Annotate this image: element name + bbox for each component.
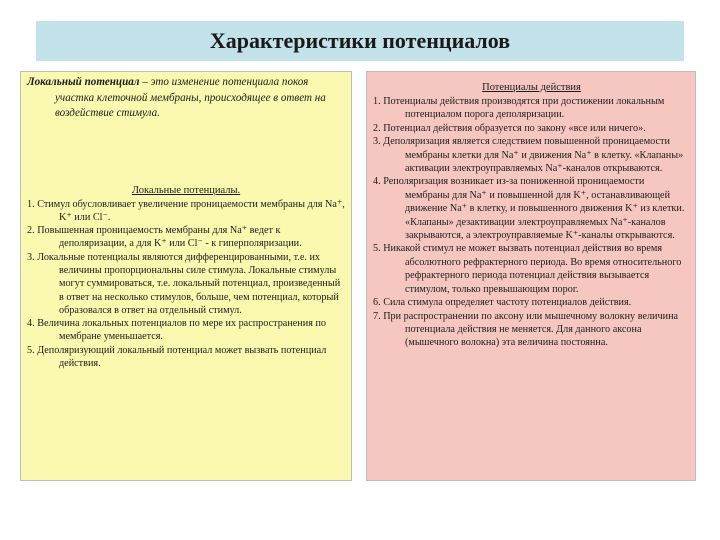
action-potential-panel	[366, 71, 696, 481]
list-item: 7. При распространении по аксону или мышечному волокну величина потенциала действия не меняется. Для данного аксона (мышечного волокна) эта величина постоянна.	[373, 310, 679, 349]
list-item: 4. Величина локальных потенциалов по мере их распространения по мембране уменьшается.	[27, 318, 326, 343]
definition-term: Локальный потенциал	[27, 76, 140, 88]
list-item: 5. Никакой стимул не может вызвать потенциал действия во время абсолютного рефрактерного периода. Во время относительного рефрактерного периода потенциал действия вызывается стимулом, только превышающим порог.	[373, 243, 682, 295]
list-item: 2. Потенциал действия образуется по закону «все или ничего».	[373, 122, 646, 134]
list-item: 6. Сила стимула определяет частоту потенциалов действия.	[373, 297, 632, 309]
list-item: 1. Стимул обусловливает увеличение проницаемости мембраны для Na⁺, K⁺ или Cl⁻.	[27, 198, 345, 223]
local-potential-definition	[27, 75, 345, 122]
page-title: Характеристики потенциалов	[209, 28, 511, 53]
local-potentials-list	[27, 198, 345, 371]
action-potentials-heading: Потенциалы действия	[482, 82, 581, 93]
local-potentials-heading: Локальные потенциалы.	[131, 184, 241, 196]
list-item: 3. Локальные потенциалы являются дифференцированными, т.е. их величины пропорциональны силе стимула. Локальные стимулы могут суммироваться, т.е. локальный потенциал, произведенный в ответ на несколько стимулов, больше, чем потенциал, который образовался в ответ на отдельный стимул.	[27, 251, 341, 316]
local-potential-panel	[20, 71, 352, 481]
list-item: 4. Реполяризация возникает из-за пониженной проницаемости мембраны для Na⁺ и повышенной для K⁺, останавливающей движение Na⁺ в клетку, и повышенного движения K⁺ из клетки. «Клапаны» дезактивации электроуправляемых Na⁺-каналов закрываются, а электроуправляемые K⁺-каналы открываются.	[373, 176, 685, 242]
title-banner	[36, 21, 684, 61]
list-item: 5. Деполяризующий локальный потенциал может вызвать потенциал действия.	[27, 344, 327, 370]
action-potentials-list	[373, 95, 690, 350]
definition-text: – это изменение потенциала покоя участка клеточной мембраны, происходящее в ответ на воздействие стимула.	[55, 76, 326, 119]
list-item: 3. Деполяризация является следствием повышенной проницаемости мембраны клетки для Na⁺ и движения Na⁺ в клетку. «Клапаны» активации электроуправляемых Na⁺-каналов открываются.	[373, 136, 684, 175]
list-item: 1. Потенциалы действия производятся при достижении локальным потенциалом порога деполяризации.	[373, 96, 665, 121]
list-item: 2. Повышенная проницаемость мембраны для Na⁺ ведет к деполяризации, а для K⁺ или Cl⁻ - к гиперполяризации.	[27, 225, 302, 250]
